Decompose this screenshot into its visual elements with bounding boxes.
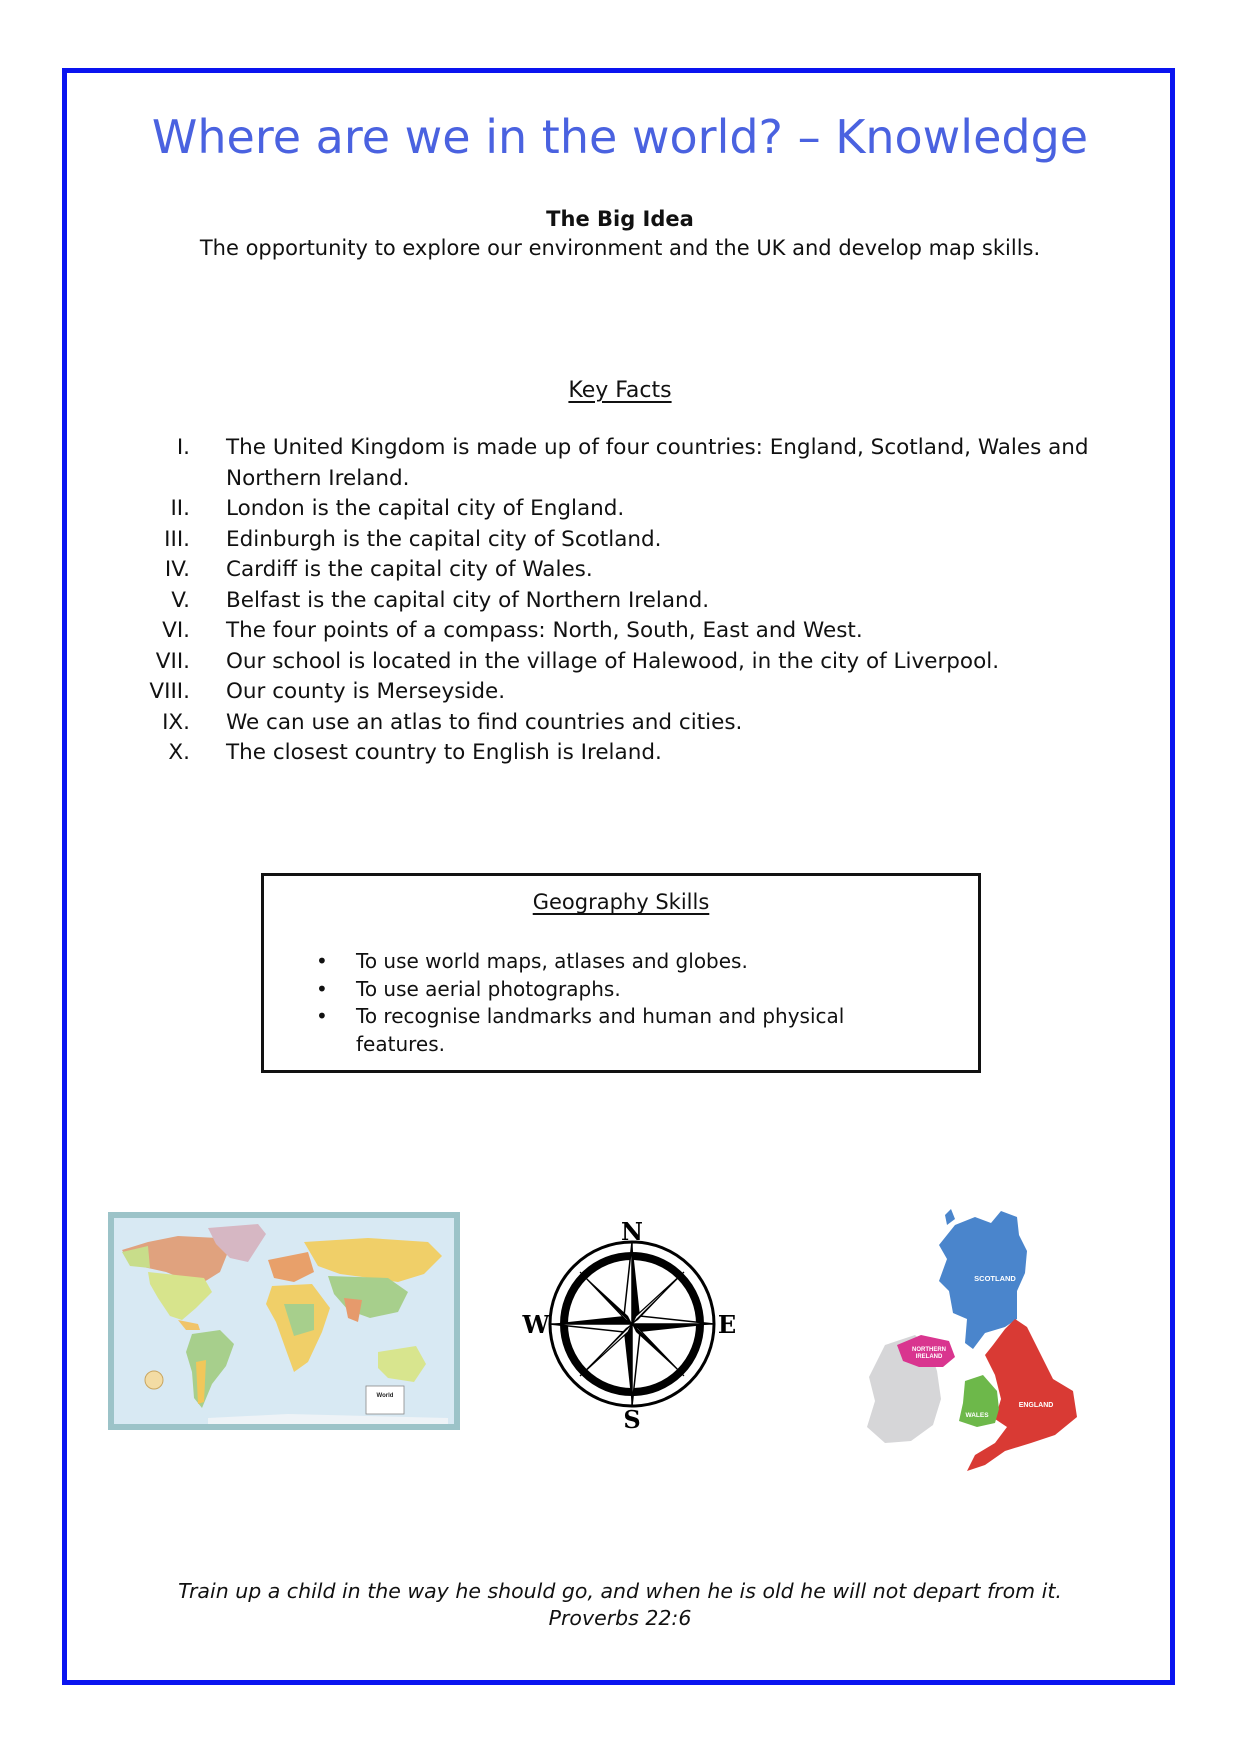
- skill-text: To use world maps, atlases and globes.: [356, 949, 748, 973]
- key-fact-number: VII.: [155, 648, 190, 674]
- northern-ireland-label-line2: IRELAND: [915, 1354, 943, 1360]
- map-compass-icon: [145, 1371, 163, 1389]
- bullet-icon: •: [316, 976, 328, 1001]
- key-fact-number: I.: [176, 435, 190, 460]
- map-legend-title: World: [376, 1393, 394, 1399]
- key-facts-heading-text: Key Facts: [568, 378, 672, 403]
- big-idea-text: The opportunity to explore our environment and the UK and develop map skills.: [199, 236, 1041, 260]
- key-fact-number: V.: [171, 587, 190, 613]
- compass-east-label: E: [717, 1310, 737, 1339]
- key-fact-number: X.: [168, 740, 190, 765]
- wales-label: WALES: [965, 1412, 989, 1419]
- compass-north-label: N: [621, 1217, 643, 1246]
- key-fact-text: Our school is located in the village of Halewood, in the city of Liverpool.: [226, 648, 1000, 674]
- key-fact-text: Edinburgh is the capital city of Scotland.: [226, 526, 662, 552]
- key-fact-number: IV.: [164, 557, 190, 582]
- key-fact-number: II.: [170, 496, 190, 521]
- england-label: ENGLAND: [1018, 1402, 1054, 1409]
- geography-skills-box: [261, 873, 981, 1073]
- northern-ireland-label-line1: NORTHERN: [912, 1347, 946, 1353]
- skill-item: [316, 948, 936, 976]
- wales-region: [959, 1375, 999, 1427]
- key-fact-item: [140, 555, 1140, 586]
- key-fact-text: Cardiff is the capital city of Wales.: [226, 557, 593, 582]
- skill-item: [316, 976, 936, 1004]
- key-fact-item: [140, 494, 1140, 525]
- key-fact-text: The United Kingdom is made up of four countries: England, Scotland, Wales and Northern Ireland.: [226, 435, 1089, 491]
- scotland-label: SCOTLAND: [974, 1274, 1016, 1283]
- key-fact-item: [140, 647, 1140, 678]
- key-fact-item: [140, 738, 1140, 769]
- key-fact-number: VIII.: [149, 679, 190, 704]
- key-fact-item: [140, 677, 1140, 708]
- bullet-icon: •: [316, 1004, 328, 1028]
- uk-map-image: [855, 1195, 1085, 1480]
- world-map-image: [108, 1212, 460, 1430]
- key-fact-text: Belfast is the capital city of Northern Ireland.: [226, 587, 710, 613]
- page-title: Where are we in the world? – Knowledge: [151, 110, 1089, 164]
- footer-reference: Proverbs 22:6: [548, 1606, 692, 1630]
- key-facts-list: [140, 433, 1140, 769]
- bullet-icon: •: [316, 949, 328, 973]
- compass-south-label: S: [623, 1405, 641, 1432]
- geography-skills-heading: [264, 890, 978, 914]
- key-fact-number: III.: [164, 526, 190, 552]
- skill-text: To recognise landmarks and human and physical features.: [356, 1004, 845, 1056]
- key-fact-item: [140, 708, 1140, 739]
- key-fact-item: [140, 433, 1140, 494]
- scotland-island-shape: [945, 1209, 955, 1225]
- key-fact-item: [140, 525, 1140, 556]
- map-legend-box: [366, 1386, 404, 1414]
- compass-west-label: W: [522, 1310, 550, 1339]
- key-fact-item: [140, 616, 1140, 647]
- geography-skills-heading-text: Geography Skills: [532, 890, 710, 914]
- key-fact-text: The four points of a compass: North, South, East and West.: [226, 618, 863, 643]
- geography-skills-list: [316, 948, 936, 1058]
- key-fact-number: IX.: [162, 709, 190, 735]
- footer-quote: Train up a child in the way he should go, and when he is old he will not depart from it.: [178, 1579, 1062, 1603]
- key-fact-text: London is the capital city of England.: [226, 496, 625, 521]
- skill-text: To use aerial photographs.: [356, 976, 621, 1001]
- key-fact-text: Our county is Merseyside.: [226, 679, 506, 704]
- key-fact-number: VI.: [162, 618, 190, 643]
- key-facts-heading: [0, 378, 1240, 403]
- skill-item: [316, 1003, 936, 1058]
- key-fact-item: [140, 586, 1140, 617]
- key-fact-text: The closest country to English is Ireland.: [226, 740, 662, 765]
- big-idea-heading: The Big Idea: [546, 207, 694, 231]
- key-fact-text: We can use an atlas to find countries and cities.: [226, 709, 743, 735]
- compass-rose-image: [522, 1212, 742, 1432]
